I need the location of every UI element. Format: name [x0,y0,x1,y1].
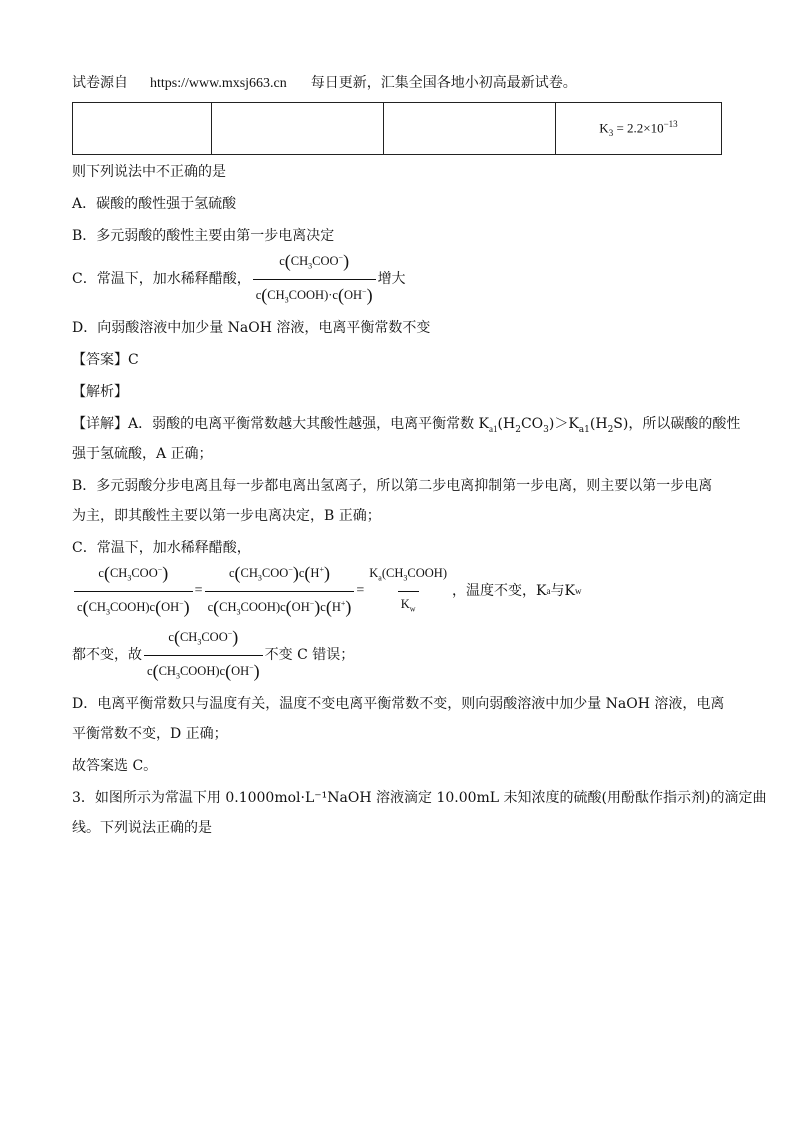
option-d: D．向弱酸溶液中加少量 NaOH 溶液，电离平衡常数不变 [72,320,431,336]
analysis-label: 【解析】 [72,384,128,400]
page-header [72,72,577,92]
table-cell [212,103,384,155]
table-row [73,103,722,155]
constants-table-fragment [72,102,722,155]
header-prefix: 试卷源自 [72,75,128,91]
table-cell [73,103,212,155]
option-b: B．多元弱酸的酸性主要由第一步电离决定 [72,228,335,244]
detail-b-line2: 为主，即其酸性主要以第一步电离决定，B 正确； [72,508,381,524]
detail-d-line2: 平衡常数不变，D 正确； [72,726,228,742]
fraction-ch3coo-over-ch3cooh-oh: $\frac{c(CH_3COO^-)}{c(CH_3COOH)\cdot c(OH^-)}$ [253,248,376,310]
detail-d-line1: D．电离平衡常数只与温度有关，温度不变电离平衡常数不变，则向弱酸溶液中加少量 NaOH 溶液，电离 [72,696,725,712]
question-stem: 则下列说法中不正确的是 [72,164,226,180]
question-3-line2: 线。下列说法正确的是 [72,820,212,836]
detail-c-equation: $\frac{c(CH_3COO^-)}{c(CH_3COOH)c(OH^-)}$ = $\frac{c(CH_3COO^-)c(H^+)}{c(CH_3COOH)c(OH^-)c(H^+)}$ = $\frac{K_a(CH_3COOH)}{K_w}$ ，温度不变，K a 与K w [72,566,581,616]
table-cell [384,103,556,155]
conclusion: 故答案选 C。 [72,758,158,774]
fraction-lhs: $\frac{c(CH_3COO^-)}{c(CH_3COOH)c(OH^-)}$ [74,560,193,622]
detail-b-line1: B．多元弱酸分步电离且每一步都电离出氢离子，所以第二步电离抑制第一步电离，则主要以第一步电离 [72,478,713,494]
fraction-middle: $\frac{c(CH_3COO^-)c(H^+)}{c(CH_3COOH)c(OH^-)c(H^+)}$ [205,560,355,622]
header-url[interactable]: https://www.mxsj663.cn [150,76,287,91]
k3-cell: $K_3 = 2.2\times 10^{-13}$ [556,103,722,155]
header-suffix: 每日更新，汇集全国各地小初高最新试卷。 [310,75,577,91]
option-c: C．常温下，加水稀释醋酸， $\frac{c(CH_3COO^-)}{c(CH_3COOH)\cdot c(OH^-)}$ 增大 [72,254,406,304]
answer-label: 【答案】C [72,352,139,368]
detail-c-line1: C．常温下，加水稀释醋酸， [72,540,251,556]
detail-c-line2: 都不变，故 $\frac{c(CH_3COO^-)}{c(CH_3COOH)c(OH^-)}$ 不变 C 错误； [72,630,354,680]
detail-a-line1: 【详解】A．弱酸的电离平衡常数越大其酸性越强，电离平衡常数 $K_{a1}(H_2CO_3)>K_{a1}(H_2S)$，所以碳酸的酸性 [72,416,741,435]
detail-a-line2: 强于氢硫酸，A 正确； [72,446,213,462]
option-a: A．碳酸的酸性强于氢硫酸 [72,196,237,212]
fraction-unchanged: $\frac{c(CH_3COO^-)}{c(CH_3COOH)c(OH^-)}$ [144,624,263,686]
question-3-line1: 3．如图所示为常温下用 0.1000mol·L⁻¹NaOH 溶液滴定 10.00mL 未知浓度的硫酸(用酚酞作指示剂)的滴定曲 [72,790,767,806]
fraction-rhs: $\frac{K_a(CH_3COOH)}{K_w}$ [366,563,450,619]
